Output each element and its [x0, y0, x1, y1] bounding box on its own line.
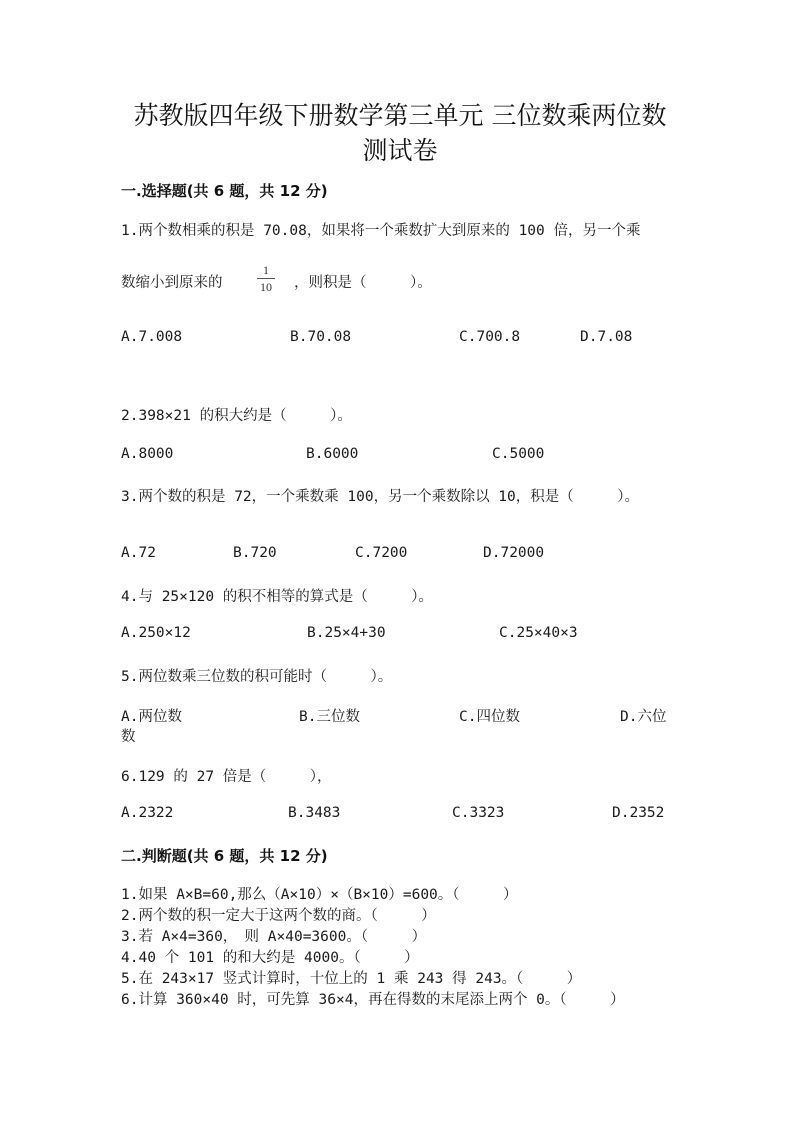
question-3-text: 3.两个数的积是 72，一个乘数乘 100，另一个乘数除以 10，积是（ ）。 — [121, 489, 640, 505]
question-2-option-c: C.5000 — [492, 446, 545, 462]
question-5-text: 5.两位数乘三位数的积可能时（ ）。 — [121, 669, 393, 685]
judgement-item-2: 2.两个数的积一定大于这两个数的商。（ ） — [121, 908, 436, 924]
question-6-option-d: D.2352 — [612, 805, 665, 821]
question-5-option-b: B.三位数 — [299, 709, 360, 725]
question-4-option-c: C.25×40×3 — [499, 625, 578, 641]
question-3-option-c: C.7200 — [355, 545, 408, 561]
question-4-option-b: B.25×4+30 — [307, 625, 386, 641]
question-1-text-end: ，则积是（ ）。 — [294, 275, 432, 291]
question-1-text-cont: 数缩小到原来的 — [121, 275, 223, 291]
question-6-option-a: A.2322 — [121, 805, 174, 821]
question-5-option-d: D.六位 — [620, 709, 667, 725]
question-6-text: 6.129 的 27 倍是（ ）， — [121, 769, 332, 785]
page-title-line1: 苏教版四年级下册数学第三单元 三位数乘两位数 — [133, 101, 667, 130]
judgement-item-6: 6.计算 360×40 时，可先算 36×4，再在得数的末尾添上两个 0。（ ） — [121, 992, 625, 1008]
question-3-option-d: D.72000 — [483, 545, 545, 561]
question-5-option-a: A.两位数 — [121, 709, 182, 725]
question-4-text: 4.与 25×120 的积不相等的算式是（ ）。 — [121, 589, 434, 605]
question-4-option-a: A.250×12 — [121, 625, 191, 641]
judgement-item-4: 4.40 个 101 的和大约是 4000。（ ） — [121, 950, 419, 966]
page-title-line2: 测试卷 — [362, 136, 438, 165]
question-1-option-d: D.7.08 — [580, 329, 633, 345]
fraction-denominator: 10 — [260, 280, 272, 294]
section-heading-judgement: 二.判断题(共 6 题，共 12 分) — [121, 847, 328, 865]
judgement-item-5: 5.在 243×17 竖式计算时，十位上的 1 乘 243 得 243。（ ） — [121, 971, 582, 987]
question-2-option-a: A.8000 — [121, 446, 174, 462]
question-1-text: 1.两个数相乘的积是 70.08，如果将一个乘数扩大到原来的 100 倍，另一个乘 — [121, 223, 641, 239]
question-3-option-b: B.720 — [233, 545, 277, 561]
judgement-item-3: 3.若 A×4=360， 则 A×40=3600。（ ） — [121, 929, 427, 945]
question-6-option-c: C.3323 — [452, 805, 505, 821]
question-5-option-c: C.四位数 — [459, 709, 520, 725]
question-6-option-b: B.3483 — [288, 805, 341, 821]
question-3-option-a: A.72 — [121, 545, 156, 561]
question-1-option-a: A.7.008 — [121, 329, 183, 345]
fraction-one-tenth — [256, 263, 276, 294]
question-1-option-c: C.700.8 — [459, 329, 521, 345]
judgement-item-1: 1.如果 A×B=60,那么（A×10）×（B×10）=600。（ ） — [121, 887, 518, 903]
question-2-text: 2.398×21 的积大约是（ ）。 — [121, 408, 352, 424]
question-2-option-b: B.6000 — [306, 446, 359, 462]
fraction-bar — [257, 278, 275, 279]
question-1-option-b: B.70.08 — [290, 329, 352, 345]
fraction-numerator: 1 — [263, 263, 269, 277]
section-heading-choice: 一.选择题(共 6 题，共 12 分) — [121, 182, 328, 200]
question-5-option-d-wrap: 数 — [121, 729, 136, 745]
